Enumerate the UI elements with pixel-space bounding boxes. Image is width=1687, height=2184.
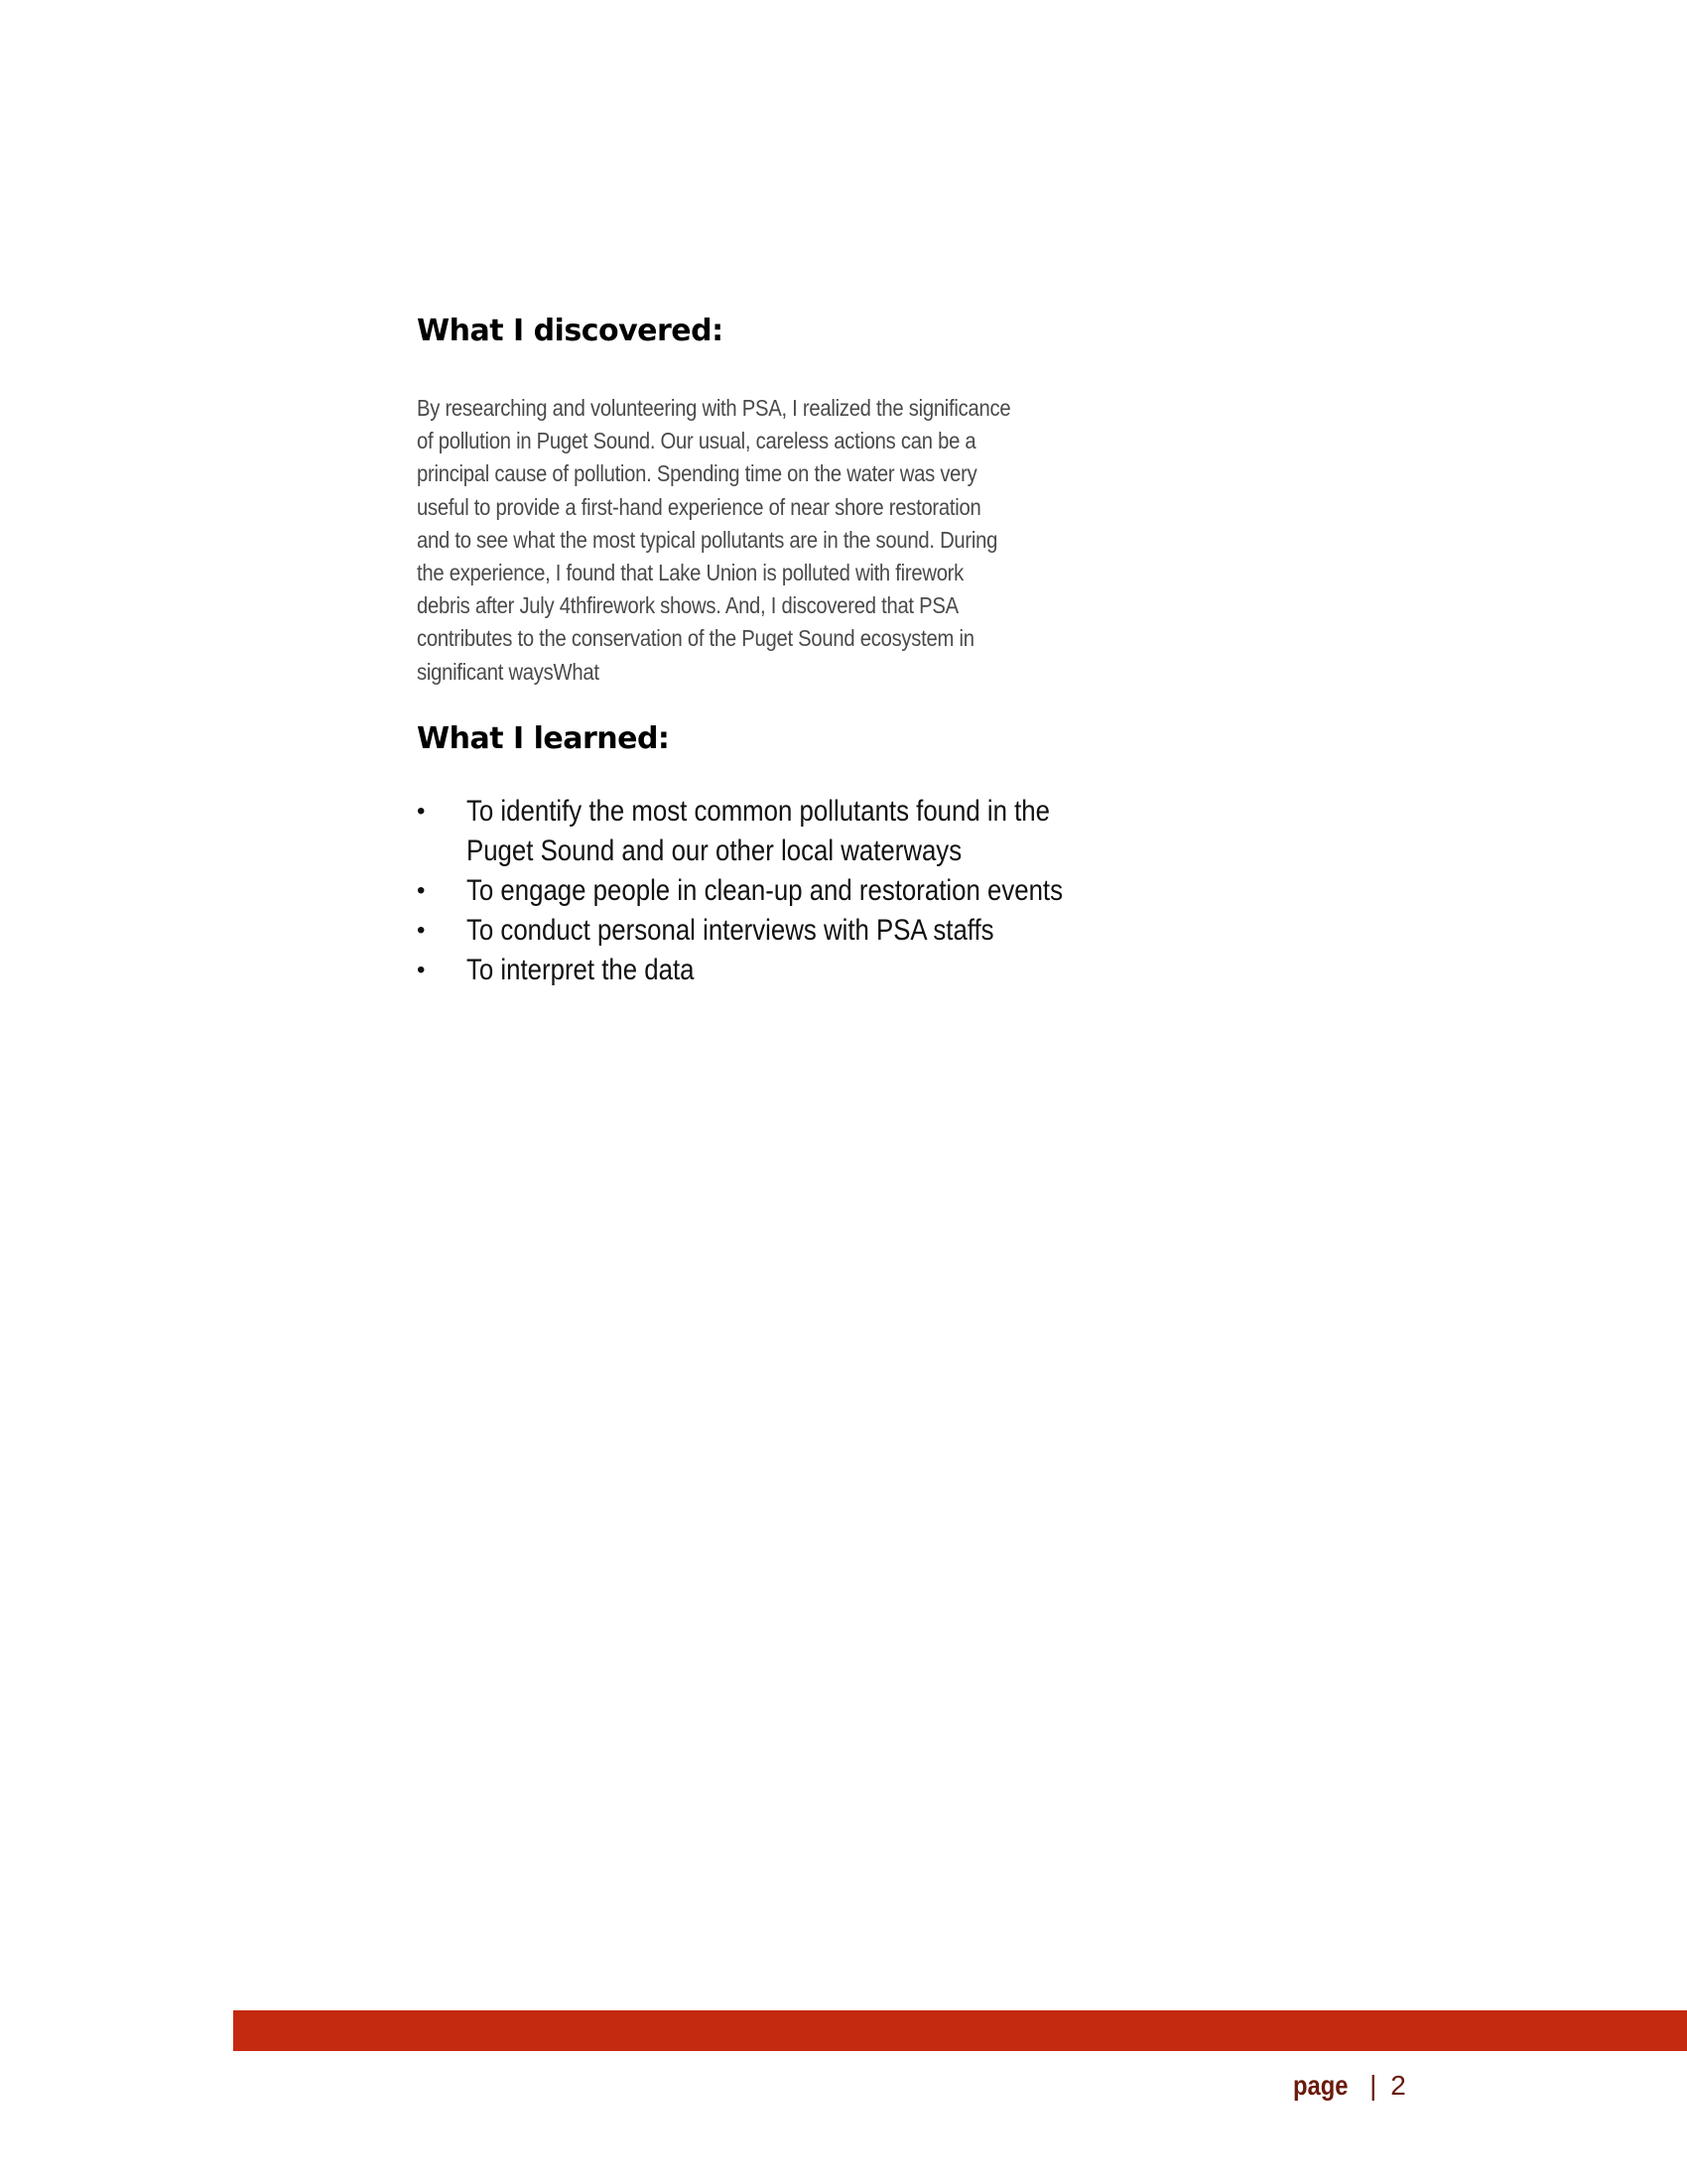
list-item-text: Puget Sound and our other local waterways <box>466 835 963 867</box>
paragraph-line: principal cause of pollution. Spending time on the water was very <box>417 460 977 487</box>
list-item-text: To engage people in clean-up and restoration events <box>466 874 1064 907</box>
bullet-icon: • <box>417 877 426 904</box>
page-label: page <box>1293 2070 1349 2101</box>
list-item-text: To interpret the data <box>466 954 695 986</box>
paragraph-line: contributes to the conservation of the Puget Sound ecosystem in <box>417 625 974 652</box>
bullet-icon: • <box>417 917 426 944</box>
discovered-heading: What I discovered: <box>417 314 723 348</box>
paragraph-line: useful to provide a first-hand experience of near shore restoration <box>417 493 981 520</box>
paragraph-line: and to see what the most typical pollutants are in the sound. During <box>417 526 998 553</box>
page-number-value: 2 <box>1390 2070 1406 2101</box>
paragraph-line: of pollution in Puget Sound. Our usual, careless actions can be a <box>417 428 976 454</box>
list-item-text: To conduct personal interviews with PSA staffs <box>466 914 994 947</box>
learned-list <box>417 792 1111 990</box>
list-item-text: To identify the most common pollutants found in the <box>466 795 1050 828</box>
paragraph-line: debris after July 4thfirework shows. And, I discovered that PSA <box>417 592 959 619</box>
list-item <box>417 792 1111 871</box>
page-separator: | <box>1369 2070 1377 2101</box>
learned-heading: What I learned: <box>417 721 670 756</box>
page-number <box>1293 2070 1406 2102</box>
list-item <box>417 911 1111 951</box>
paragraph-line: the experience, I found that Lake Union is polluted with firework <box>417 560 965 586</box>
paragraph-line: By researching and volunteering with PSA, I realized the significance <box>417 395 1011 421</box>
discovered-paragraph <box>417 392 1010 689</box>
list-item <box>417 871 1111 911</box>
list-item <box>417 951 1111 990</box>
paragraph-line: significant waysWhat <box>417 658 599 685</box>
footer-bar <box>233 2010 1687 2051</box>
bullet-icon: • <box>417 957 426 983</box>
bullet-icon: • <box>417 798 426 825</box>
